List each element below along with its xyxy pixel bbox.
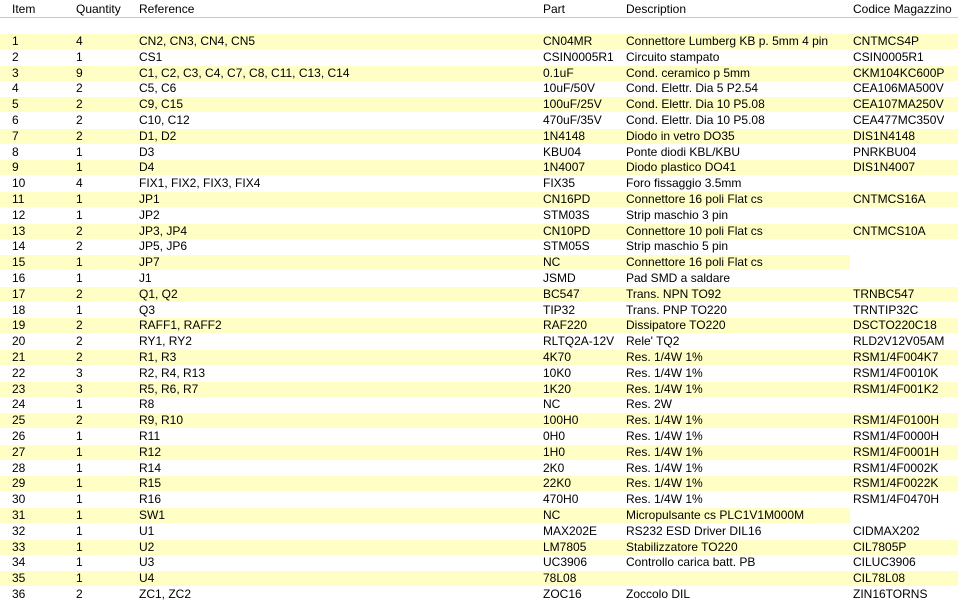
cell-item: 17 xyxy=(12,287,26,301)
cell-quantity: 2 xyxy=(76,350,83,364)
cell-description: RS232 ESD Driver DIL16 xyxy=(626,524,762,538)
table-row xyxy=(0,523,958,539)
cell-code: CSIN0005R1 xyxy=(853,50,924,64)
cell-part: STM03S xyxy=(543,208,590,222)
cell-code: RSM1/4F001K2 xyxy=(853,382,939,396)
cell-quantity: 4 xyxy=(76,176,83,190)
table-row xyxy=(0,65,958,81)
cell-description: Strip maschio 3 pin xyxy=(626,208,729,222)
cell-description: Res. 1/4W 1% xyxy=(626,382,703,396)
table-row xyxy=(0,554,958,570)
cell-item: 21 xyxy=(12,350,26,364)
cell-code: RSM1/4F0001H xyxy=(853,445,940,459)
header-item: Item xyxy=(12,2,36,16)
cell-description: Zoccolo DIL xyxy=(626,587,691,601)
cell-description: Connettore 16 poli Flat cs xyxy=(626,192,763,206)
cell-quantity: 1 xyxy=(76,50,83,64)
cell-part: 100uF/25V xyxy=(543,97,602,111)
cell-description: Res. 1/4W 1% xyxy=(626,413,703,427)
table-row xyxy=(0,49,958,65)
cell-part: 1K20 xyxy=(543,382,572,396)
cell-part: 78L08 xyxy=(543,571,577,585)
cell-quantity: 1 xyxy=(76,524,83,538)
cell-item: 34 xyxy=(12,555,26,569)
table-row xyxy=(0,396,958,412)
cell-quantity: 1 xyxy=(76,145,83,159)
cell-description: Cond. Elettr. Dia 10 P5.08 xyxy=(626,113,765,127)
cell-reference: R14 xyxy=(139,461,162,475)
table-row xyxy=(0,539,958,555)
cell-quantity: 1 xyxy=(76,571,83,585)
cell-description: Connettore 16 poli Flat cs xyxy=(626,255,763,269)
cell-description: Connettore 10 poli Flat cs xyxy=(626,224,763,238)
header-quantity: Quantity xyxy=(76,2,121,16)
cell-part: RLTQ2A-12V xyxy=(543,334,615,348)
cell-part: FIX35 xyxy=(543,176,576,190)
cell-reference: CN2, CN3, CN4, CN5 xyxy=(139,34,256,48)
cell-code: RSM1/4F0470H xyxy=(853,492,940,506)
cell-code: CEA107MA250V xyxy=(853,97,944,111)
row-highlight xyxy=(0,382,850,397)
cell-part: 1H0 xyxy=(543,445,566,459)
cell-description: Controllo carica batt. PB xyxy=(626,555,756,569)
cell-description: Cond. ceramico p 5mm xyxy=(626,66,751,80)
cell-part: JSMD xyxy=(543,271,576,285)
header-description: Description xyxy=(626,2,687,16)
table-row xyxy=(0,33,958,49)
cell-part: 1N4148 xyxy=(543,129,586,143)
cell-code: CNTMCS16A xyxy=(853,192,926,206)
cell-item: 7 xyxy=(12,129,19,143)
cell-description: Res. 1/4W 1% xyxy=(626,476,703,490)
table-row xyxy=(0,286,958,302)
cell-code: PNRKBU04 xyxy=(853,145,917,159)
table-row xyxy=(0,444,958,460)
cell-quantity: 1 xyxy=(76,208,83,222)
cell-code: CILUC3906 xyxy=(853,555,916,569)
table-row xyxy=(0,191,958,207)
cell-code: RSM1/4F0000H xyxy=(853,429,940,443)
cell-reference: CS1 xyxy=(139,50,163,64)
cell-description: Trans. PNP TO220 xyxy=(626,303,727,317)
cell-item: 23 xyxy=(12,382,26,396)
cell-quantity: 2 xyxy=(76,413,83,427)
cell-reference: J1 xyxy=(139,271,152,285)
cell-quantity: 2 xyxy=(76,318,83,332)
cell-code: CIL78L08 xyxy=(853,571,906,585)
row-highlight xyxy=(0,476,850,491)
cell-description: Dissipatore TO220 xyxy=(626,318,726,332)
cell-description: Rele' TQ2 xyxy=(626,334,680,348)
table-row xyxy=(0,460,958,476)
cell-reference: JP3, JP4 xyxy=(139,224,188,238)
header-divider xyxy=(0,17,958,18)
cell-quantity: 2 xyxy=(76,239,83,253)
cell-reference: C10, C12 xyxy=(139,113,190,127)
cell-quantity: 1 xyxy=(76,255,83,269)
cell-code: CEA477MC350V xyxy=(853,113,945,127)
table-row xyxy=(0,144,958,160)
cell-code: CKM104KC600P xyxy=(853,66,945,80)
cell-item: 18 xyxy=(12,303,26,317)
cell-reference: RAFF1, RAFF2 xyxy=(139,318,222,332)
cell-part: 4K70 xyxy=(543,350,572,364)
cell-part: MAX202E xyxy=(543,524,598,538)
row-highlight xyxy=(0,413,850,428)
cell-description: Pad SMD a saldare xyxy=(626,271,731,285)
cell-description: Stabilizzatore TO220 xyxy=(626,540,738,554)
row-highlight xyxy=(0,445,850,460)
cell-reference: JP2 xyxy=(139,208,160,222)
cell-code: RSM1/4F004K7 xyxy=(853,350,939,364)
table-row xyxy=(0,80,958,96)
cell-reference: JP5, JP6 xyxy=(139,239,188,253)
cell-part: 100H0 xyxy=(543,413,579,427)
cell-quantity: 2 xyxy=(76,97,83,111)
cell-part: 10uF/50V xyxy=(543,81,596,95)
cell-part: 2K0 xyxy=(543,461,565,475)
cell-item: 13 xyxy=(12,224,26,238)
cell-part: CSIN0005R1 xyxy=(543,50,614,64)
table-row xyxy=(0,491,958,507)
cell-part: RAF220 xyxy=(543,318,588,332)
cell-item: 29 xyxy=(12,476,26,490)
cell-reference: Q1, Q2 xyxy=(139,287,178,301)
header-code: Codice Magazzino xyxy=(853,2,952,16)
cell-code: TRNTIP32C xyxy=(853,303,919,317)
cell-item: 2 xyxy=(12,50,19,64)
cell-part: BC547 xyxy=(543,287,580,301)
table-row xyxy=(0,270,958,286)
cell-quantity: 1 xyxy=(76,476,83,490)
cell-quantity: 1 xyxy=(76,445,83,459)
cell-part: 10K0 xyxy=(543,366,572,380)
cell-description: Strip maschio 5 pin xyxy=(626,239,729,253)
header-reference: Reference xyxy=(139,2,195,16)
cell-part: TIP32 xyxy=(543,303,576,317)
cell-reference: ZC1, ZC2 xyxy=(139,587,192,601)
table-row xyxy=(0,159,958,175)
cell-quantity: 1 xyxy=(76,192,83,206)
cell-quantity: 2 xyxy=(76,129,83,143)
table-row xyxy=(0,586,958,602)
cell-description: Cond. Elettr. Dia 10 P5.08 xyxy=(626,97,765,111)
cell-item: 22 xyxy=(12,366,26,380)
cell-quantity: 1 xyxy=(76,271,83,285)
cell-quantity: 1 xyxy=(76,397,83,411)
cell-item: 11 xyxy=(12,192,25,206)
cell-part: NC xyxy=(543,508,561,522)
cell-description: Ponte diodi KBL/KBU xyxy=(626,145,741,159)
cell-description: Cond. Elettr. Dia 5 P2.54 xyxy=(626,81,759,95)
table-row xyxy=(0,96,958,112)
cell-part: CN10PD xyxy=(543,224,591,238)
cell-code: CNTMCS10A xyxy=(853,224,926,238)
table-row xyxy=(0,223,958,239)
cell-reference: FIX1, FIX2, FIX3, FIX4 xyxy=(139,176,261,190)
cell-part: ZOC16 xyxy=(543,587,582,601)
cell-code: CEA106MA500V xyxy=(853,81,944,95)
cell-part: CN04MR xyxy=(543,34,593,48)
cell-reference: R2, R4, R13 xyxy=(139,366,206,380)
cell-quantity: 2 xyxy=(76,334,83,348)
cell-code: ZIN16TORNS xyxy=(853,587,928,601)
row-highlight xyxy=(0,350,850,365)
table-row xyxy=(0,317,958,333)
cell-description: Res. 1/4W 1% xyxy=(626,366,703,380)
cell-item: 5 xyxy=(12,97,19,111)
cell-code: RSM1/4F0010K xyxy=(853,366,939,380)
table-row xyxy=(0,238,958,254)
cell-quantity: 2 xyxy=(76,224,83,238)
cell-quantity: 1 xyxy=(76,508,83,522)
cell-quantity: 1 xyxy=(76,303,83,317)
cell-item: 26 xyxy=(12,429,26,443)
cell-description: Trans. NPN TO92 xyxy=(626,287,722,301)
cell-description: Res. 1/4W 1% xyxy=(626,445,703,459)
cell-reference: R16 xyxy=(139,492,162,506)
cell-part: NC xyxy=(543,255,561,269)
cell-reference: D1, D2 xyxy=(139,129,177,143)
cell-reference: U2 xyxy=(139,540,155,554)
cell-quantity: 4 xyxy=(76,34,83,48)
cell-quantity: 1 xyxy=(76,540,83,554)
cell-item: 24 xyxy=(12,397,26,411)
cell-quantity: 2 xyxy=(76,587,83,601)
header-part: Part xyxy=(543,2,566,16)
cell-quantity: 1 xyxy=(76,555,83,569)
row-highlight xyxy=(0,571,850,586)
cell-quantity: 1 xyxy=(76,492,83,506)
cell-part: CN16PD xyxy=(543,192,591,206)
cell-item: 19 xyxy=(12,318,26,332)
cell-reference: U4 xyxy=(139,571,155,585)
cell-part: UC3906 xyxy=(543,555,588,569)
cell-reference: D4 xyxy=(139,160,155,174)
cell-part: 0.1uF xyxy=(543,66,574,80)
table-header-row xyxy=(0,1,958,17)
cell-quantity: 2 xyxy=(76,287,83,301)
cell-code: DIS1N4007 xyxy=(853,160,916,174)
cell-item: 9 xyxy=(12,160,19,174)
table-row xyxy=(0,128,958,144)
table-row xyxy=(0,175,958,191)
table-row xyxy=(0,207,958,223)
cell-quantity: 3 xyxy=(76,382,83,396)
cell-reference: R11 xyxy=(139,429,161,443)
table-row xyxy=(0,302,958,318)
cell-part: 1N4007 xyxy=(543,160,586,174)
table-row xyxy=(0,507,958,523)
cell-reference: Q3 xyxy=(139,303,156,317)
cell-reference: C5, C6 xyxy=(139,81,177,95)
cell-part: 470uF/35V xyxy=(543,113,602,127)
cell-item: 35 xyxy=(12,571,26,585)
cell-quantity: 1 xyxy=(76,429,83,443)
table-row xyxy=(0,428,958,444)
cell-item: 33 xyxy=(12,540,26,554)
cell-reference: R15 xyxy=(139,476,162,490)
cell-item: 36 xyxy=(12,587,26,601)
cell-description: Micropulsante cs PLC1V1M000M xyxy=(626,508,805,522)
cell-reference: R8 xyxy=(139,397,155,411)
cell-item: 10 xyxy=(12,176,26,190)
cell-part: STM05S xyxy=(543,239,590,253)
cell-item: 25 xyxy=(12,413,26,427)
cell-code: RLD2V12V05AM xyxy=(853,334,945,348)
cell-reference: JP7 xyxy=(139,255,160,269)
cell-quantity: 3 xyxy=(76,366,83,380)
cell-quantity: 9 xyxy=(76,66,83,80)
cell-description: Foro fissaggio 3.5mm xyxy=(626,176,742,190)
cell-quantity: 2 xyxy=(76,81,83,95)
cell-description: Circuito stampato xyxy=(626,50,720,64)
cell-reference: C9, C15 xyxy=(139,97,184,111)
cell-code: CNTMCS4P xyxy=(853,34,920,48)
cell-reference: RY1, RY2 xyxy=(139,334,192,348)
cell-reference: R5, R6, R7 xyxy=(139,382,199,396)
cell-reference: JP1 xyxy=(139,192,160,206)
cell-code: RSM1/4F0002K xyxy=(853,461,939,475)
table-row xyxy=(0,333,958,349)
cell-item: 6 xyxy=(12,113,19,127)
table-row xyxy=(0,412,958,428)
cell-part: 470H0 xyxy=(543,492,579,506)
cell-item: 27 xyxy=(12,445,26,459)
cell-item: 4 xyxy=(12,81,19,95)
cell-item: 12 xyxy=(12,208,26,222)
cell-description: Res. 1/4W 1% xyxy=(626,461,703,475)
cell-item: 20 xyxy=(12,334,26,348)
cell-description: Res. 1/4W 1% xyxy=(626,492,703,506)
cell-code: CIL7805P xyxy=(853,540,907,554)
table-row xyxy=(0,381,958,397)
cell-quantity: 1 xyxy=(76,160,83,174)
cell-item: 30 xyxy=(12,492,26,506)
cell-description: Res. 2W xyxy=(626,397,673,411)
cell-description: Res. 1/4W 1% xyxy=(626,350,703,364)
cell-description: Connettore Lumberg KB p. 5mm 4 pin xyxy=(626,34,829,48)
cell-item: 31 xyxy=(12,508,26,522)
cell-reference: SW1 xyxy=(139,508,166,522)
table-row xyxy=(0,254,958,270)
cell-quantity: 1 xyxy=(76,461,83,475)
cell-description: Diodo plastico DO41 xyxy=(626,160,737,174)
cell-part: KBU04 xyxy=(543,145,582,159)
cell-code: DIS1N4148 xyxy=(853,129,916,143)
cell-part: NC xyxy=(543,397,561,411)
table-row xyxy=(0,570,958,586)
table-row xyxy=(0,365,958,381)
cell-reference: R9, R10 xyxy=(139,413,184,427)
row-highlight xyxy=(0,287,850,302)
cell-item: 16 xyxy=(12,271,26,285)
cell-description: Res. 1/4W 1% xyxy=(626,429,703,443)
cell-item: 8 xyxy=(12,145,19,159)
cell-code: TRNBC547 xyxy=(853,287,915,301)
cell-code: DSCTO220C18 xyxy=(853,318,937,332)
cell-item: 32 xyxy=(12,524,26,538)
cell-part: LM7805 xyxy=(543,540,587,554)
cell-code: RSM1/4F0022K xyxy=(853,476,939,490)
cell-code: RSM1/4F0100H xyxy=(853,413,940,427)
cell-part: 0H0 xyxy=(543,429,566,443)
table-row xyxy=(0,349,958,365)
cell-item: 3 xyxy=(12,66,19,80)
cell-reference: U3 xyxy=(139,555,155,569)
cell-description: Diodo in vetro DO35 xyxy=(626,129,735,143)
cell-item: 28 xyxy=(12,461,26,475)
cell-reference: C1, C2, C3, C4, C7, C8, C11, C13, C14 xyxy=(139,66,350,80)
cell-quantity: 2 xyxy=(76,113,83,127)
cell-reference: R12 xyxy=(139,445,162,459)
cell-reference: U1 xyxy=(139,524,155,538)
cell-reference: D3 xyxy=(139,145,155,159)
cell-code: CIDMAX202 xyxy=(853,524,920,538)
table-row xyxy=(0,475,958,491)
cell-part: 22K0 xyxy=(543,476,572,490)
cell-item: 1 xyxy=(12,34,19,48)
cell-reference: R1, R3 xyxy=(139,350,177,364)
table-row xyxy=(0,112,958,128)
cell-item: 14 xyxy=(12,239,26,253)
cell-item: 15 xyxy=(12,255,26,269)
